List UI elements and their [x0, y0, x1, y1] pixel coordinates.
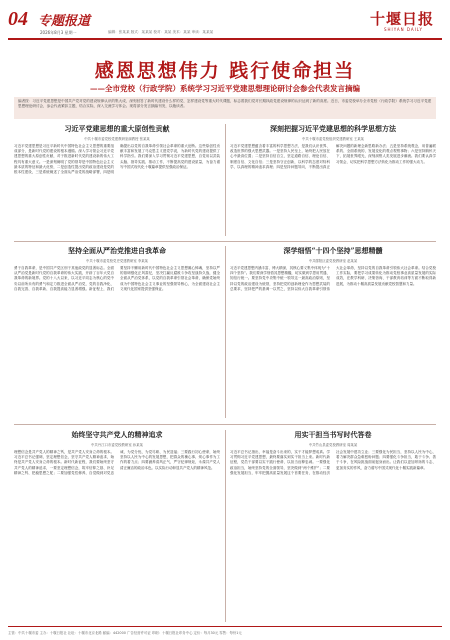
editor-credits: 编辑：张某某 版式：某某某 校对：某某 美术：某某 审读：某某某	[108, 30, 214, 34]
article-body: 理想信念是共产党人的精神之钙，是共产党人安身立命的根本。习近平总书记强调，坚定理想信念，坚守共产党人精神追求，始终是共产党人安身立命的根本。新时代新征程，我们要始终坚守共产党人的精神追求，一要坚定理想信念，筑牢信仰之基、补足精神之钙、把稳思想之舵；二要加强党性修养，自觉做到对党忠诚、为党分忧、为党尽职、为民造福；三要践行初心使命，始终坚持以人民为中心的发展思想，把群众的操心事、烦心事作为工作的着力点；四要涵养清风正气，严守纪律规矩，永葆共产党人清正廉洁的政治本色。以实际行动彰显共产党人的精神风范。	[14, 450, 220, 475]
article-title: 习近平党建思想的重大原创性贡献	[64, 124, 170, 133]
article-byline: 中共十堰市委党校党建教研室副教授 张某某	[84, 137, 150, 141]
article-body: 习近平党建思想是习近平新时代中国特色社会主义思想的重要组成部分，是新时代党的建设的根本遵循。深入学习领会习近平党建思想的重大原创性贡献，对于推进新时代党的建设新的伟大工程具有重大意义。一是深刻阐明了党的领导是中国特色社会主义最本质的特征和最大优势，二是创造性提出党的政治建设是党的根本性建设，三是系统阐述了全面从严治党的战略部署，四是明确提出以党的自我革命引领社会革命的重大论断。这些原创性贡献丰富和发展了马克思主义建党学说，为新时代党的建设提供了科学指引。我们要深入学习贯彻习近平党建思想，自觉用以武装头脑、指导实践、推动工作，不断提高党的建设质量，为奋力谱写中国式现代化十堰篇章提供坚强政治保证。	[14, 144, 220, 175]
footer-imprint: 主管：中共十堰市委 主办：十堰日报社 社址：十堰市北京北路 邮编：442000 广告经营许可证 印刷：十堰日报社印务中心 定价：每月30元 零售：每份1元	[8, 631, 242, 635]
article-body: 勇于自我革命，是中国共产党区别于其他政党的显著标志。全面从严治党是新时代党的自我革命的伟大实践，开辟了百年大党自我革命的新境界。党的十八大以来，以习近平同志为核心的党中央以前所未有的勇气和定力推进全面从严治党，党的自我净化、自我完善、自我革新、自我提高能力显著增强。新征程上，我们要坚持不懈用新时代中国特色社会主义思想凝心铸魂，坚持以严的基调强化正风肃纪，坚决打赢反腐败斗争攻坚战持久战，健全全面从严治党体系，以党的自我革命引领社会革命，确保党始终成为中国特色社会主义事业的坚强领导核心，为全面建设社会主义现代化国家提供坚强保证。	[14, 266, 220, 291]
page-number: 04	[8, 8, 28, 30]
article-byline: 中共十堰市委党校组织党建教研室 王某某	[301, 137, 365, 141]
article-1	[14, 124, 220, 236]
article-title: 深学细悟“十四个坚持”思想精髓	[283, 246, 383, 255]
row-divider	[14, 424, 436, 425]
masthead	[0, 0, 450, 38]
article-title: 深刻把握习近平党建思想的科学思想方法	[270, 124, 396, 133]
article-byline: 中共丹江口市委党校教研室 孙某某	[91, 443, 143, 447]
article-2	[230, 124, 436, 236]
masthead-rule	[8, 38, 442, 40]
article-3	[14, 246, 220, 418]
article-title: 用实干担当书写时代答卷	[294, 430, 372, 439]
main-subheadline: ——全市党校（行政学院）系统学习习近平党建思想理论研讨会参会代表发言摘编	[90, 84, 360, 93]
article-6	[230, 430, 436, 622]
section-title: 专题报道	[38, 13, 91, 28]
column-divider	[225, 246, 226, 418]
article-body: 习近平党建思想内涵丰富、博大精深，其核心要义集中体现为“十四个坚持”。我们要深学细悟其思想精髓，切实做到学思用贯通、知信行统一。要坚持党中央集中统一领导这一最高政治原则，坚持以党的政治建设为统领，坚持把党的创新理论作为思想武装的总要求，坚持把严的基调一以贯之，坚持以伟大自我革命引领伟大社会革命，坚持以党的自我革命引领伟大社会革命。结合党校工作实际，要把学习成果转化为推动党校事业高质量发展的实际成效，在教学科研、决策咨询、干部教育培训等方面不断取得新进展，为推动十堰高质量发展贡献党校智慧和力量。	[230, 266, 436, 291]
article-title: 始终坚守共产党人的精神追求	[71, 430, 163, 439]
article-byline: 中共郧阳区委党校教研室 赵某某	[308, 259, 358, 263]
editor-note: 编者按：习近平党建思想是中国共产党对党的建设规律认识的集大成，深刻回答了新时代建设什么样的党、怎样建设党等重大时代课题，标志着我们党对长期执政党建设规律的认识达到了新的高度。近日，市委党校举办全市党校（行政学院）系统学习习近平党建思想理论研讨会，参会代表紧扣主题，结合实际，深入交流学习体会。现将部分发言摘编刊发，以飨读者。	[14, 97, 436, 119]
row-divider	[14, 241, 436, 242]
article-body: 习近平总书记指出，幸福是奋斗出来的，实干才能梦想成真。学习贯彻习近平党建思想，最终要落实到实干担当上来。新时代新征程，党员干部要以实干践行使命、以担当诠释忠诚。一要强化政治担当，始终坚持党的全面领导，坚决做到“两个维护”；二要强化发展担当，牢牢把握高质量发展这个首要任务，在推动经济社会发展中建功立业；三要强化为民担当，坚持以人民为中心，着力解决群众急难愁盼问题；四要强化斗争担当，敢于斗争、善于斗争，在风险挑战面前挺身而出。让我们以更加昂扬的斗志、更加务实的作风，奋力谱写中国式现代化十堰实践新篇章。	[230, 450, 436, 475]
newspaper-logo-sub: SHIYAN DAILY	[384, 27, 423, 32]
article-4	[230, 246, 436, 418]
newspaper-logo: 十堰日报	[370, 10, 435, 28]
publication-date: 2026年8月3 星期一	[40, 30, 77, 35]
article-byline: 中共十堰市委党校党史党建教研室 李某某	[85, 259, 149, 263]
article-byline: 中共竹山县委党校教研室 周某某	[308, 443, 358, 447]
article-body: 习近平党建思想蕴含着丰富的科学思想方法，是我们认识世界、改造世界的强大思想武器。一是坚持人民至上，始终把人民放在心中最高位置；二是坚持自信自立，坚定道路自信、理论自信、制度自信、文化自信；三是坚持守正创新，以科学的态度对待科学、以真理的精神追求真理；四是坚持问题导向，不断提出真正解决问题的新理念新思路新办法；五是坚持系统观念，用普遍联系的、全面系统的、发展变化的观点观察事物；六是坚持胸怀天下，拓展世界眼光，深刻洞察人类发展进步潮流。我们要认真学习领会，切实把科学思想方法转化为推动工作的强大动力。	[230, 144, 436, 169]
footer-rule	[8, 626, 442, 627]
article-5	[14, 430, 220, 622]
column-divider	[225, 430, 226, 622]
article-title: 坚持全面从严治党推进自我革命	[68, 246, 166, 255]
column-divider	[225, 124, 226, 236]
main-headline: 感恩思想伟力 践行使命担当	[94, 60, 356, 82]
